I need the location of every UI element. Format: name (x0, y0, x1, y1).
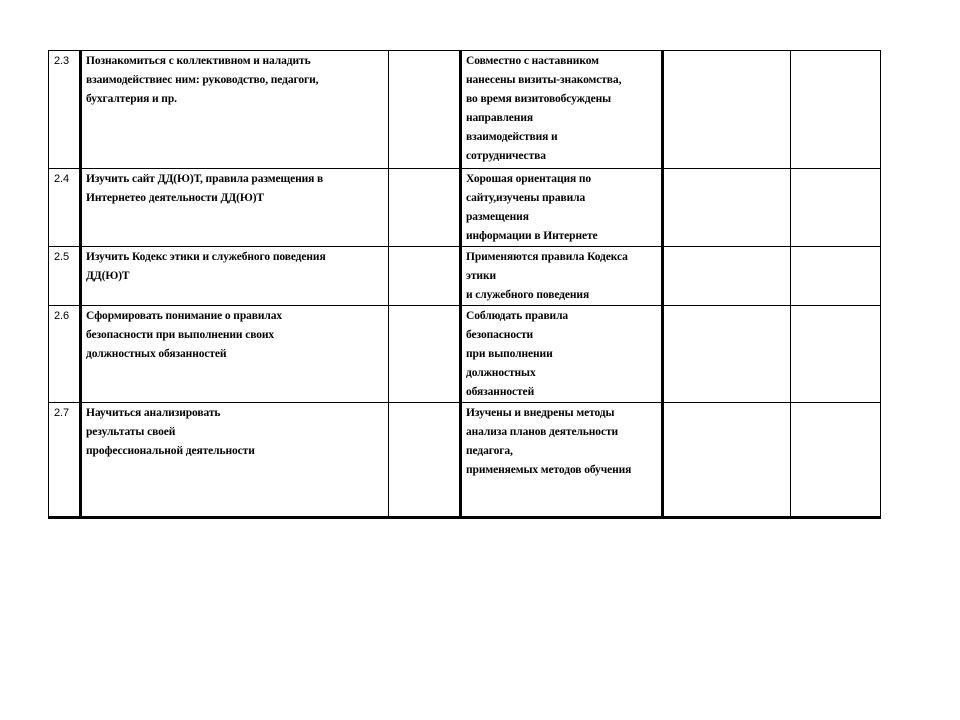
empty-cell (791, 169, 881, 247)
result-line: должностных (466, 367, 536, 379)
table-row (49, 51, 881, 169)
task-cell (81, 51, 389, 169)
task-line: взаимодействиес ним: руководство, педагоги, (86, 74, 319, 86)
empty-cell (663, 306, 791, 403)
result-line: информации в Интернете (466, 230, 598, 242)
task-line: Сформировать понимание о правилах (86, 310, 283, 322)
row-number: 2.5 (49, 247, 81, 306)
task-line: Интернетео деятельности ДД(Ю)Т (86, 192, 264, 204)
row-number: 2.3 (49, 51, 81, 169)
document-page (48, 50, 880, 519)
result-line: сайту,изучены правила (466, 192, 586, 204)
result-line: и служебного поведения (466, 289, 590, 301)
result-line: при выполнении (466, 348, 553, 360)
task-cell (81, 169, 389, 247)
task-line: Изучить Кодекс этики и служебного поведения (86, 251, 326, 263)
task-cell (81, 247, 389, 306)
result-line: анализа планов деятельности (466, 426, 619, 438)
task-line: должностных обязанностей (86, 348, 227, 360)
task-cell (81, 403, 389, 518)
adaptation-plan-table (48, 50, 881, 519)
deadline-cell (389, 51, 461, 169)
result-cell (461, 247, 663, 306)
result-cell (461, 51, 663, 169)
empty-cell (791, 51, 881, 169)
result-line: Изучены и внедрены методы (466, 407, 615, 419)
table-row (49, 403, 881, 518)
result-line: применяемых методов обучения (466, 464, 632, 476)
result-line: взаимодействия и (466, 131, 558, 143)
task-line: Научиться анализировать (86, 407, 221, 419)
table-row (49, 306, 881, 403)
task-line: ДД(Ю)Т (86, 270, 130, 282)
result-line: Хорошая ориентация по (466, 173, 592, 185)
deadline-cell (389, 247, 461, 306)
row-number: 2.4 (49, 169, 81, 247)
task-cell (81, 306, 389, 403)
result-cell (461, 169, 663, 247)
task-line: Познакомиться с коллективном и наладить (86, 55, 311, 67)
row-number: 2.6 (49, 306, 81, 403)
task-line: профессиональной деятельности (86, 445, 255, 457)
task-line: безопасности при выполнении своих (86, 329, 275, 341)
task-line: Изучить сайт ДД(Ю)Т, правила размещения в (86, 173, 324, 185)
result-line: направления (466, 112, 533, 124)
task-line: бухгалтерия и пр. (86, 93, 177, 105)
empty-cell (663, 169, 791, 247)
task-line: результаты своей (86, 426, 176, 438)
result-line: во время визитовобсуждены (466, 93, 611, 105)
deadline-cell (389, 403, 461, 518)
result-line: Применяются правила Кодекса (466, 251, 628, 263)
table-row (49, 169, 881, 247)
empty-cell (663, 51, 791, 169)
result-line: Соблюдать правила (466, 310, 569, 322)
result-cell (461, 306, 663, 403)
empty-cell (791, 247, 881, 306)
deadline-cell (389, 306, 461, 403)
result-line: педагога, (466, 445, 513, 457)
result-line: размещения (466, 211, 529, 223)
result-line: сотрудничества (466, 150, 546, 162)
result-line: этики (466, 270, 496, 282)
result-cell (461, 403, 663, 518)
result-line: обязанностей (466, 386, 535, 398)
empty-cell (791, 403, 881, 518)
row-number: 2.7 (49, 403, 81, 518)
empty-cell (663, 247, 791, 306)
result-line: безопасности (466, 329, 534, 341)
empty-cell (791, 306, 881, 403)
deadline-cell (389, 169, 461, 247)
result-line: Совместно с наставником (466, 55, 599, 67)
table-row (49, 247, 881, 306)
empty-cell (663, 403, 791, 518)
result-line: нанесены визиты-знакомства, (466, 74, 622, 86)
